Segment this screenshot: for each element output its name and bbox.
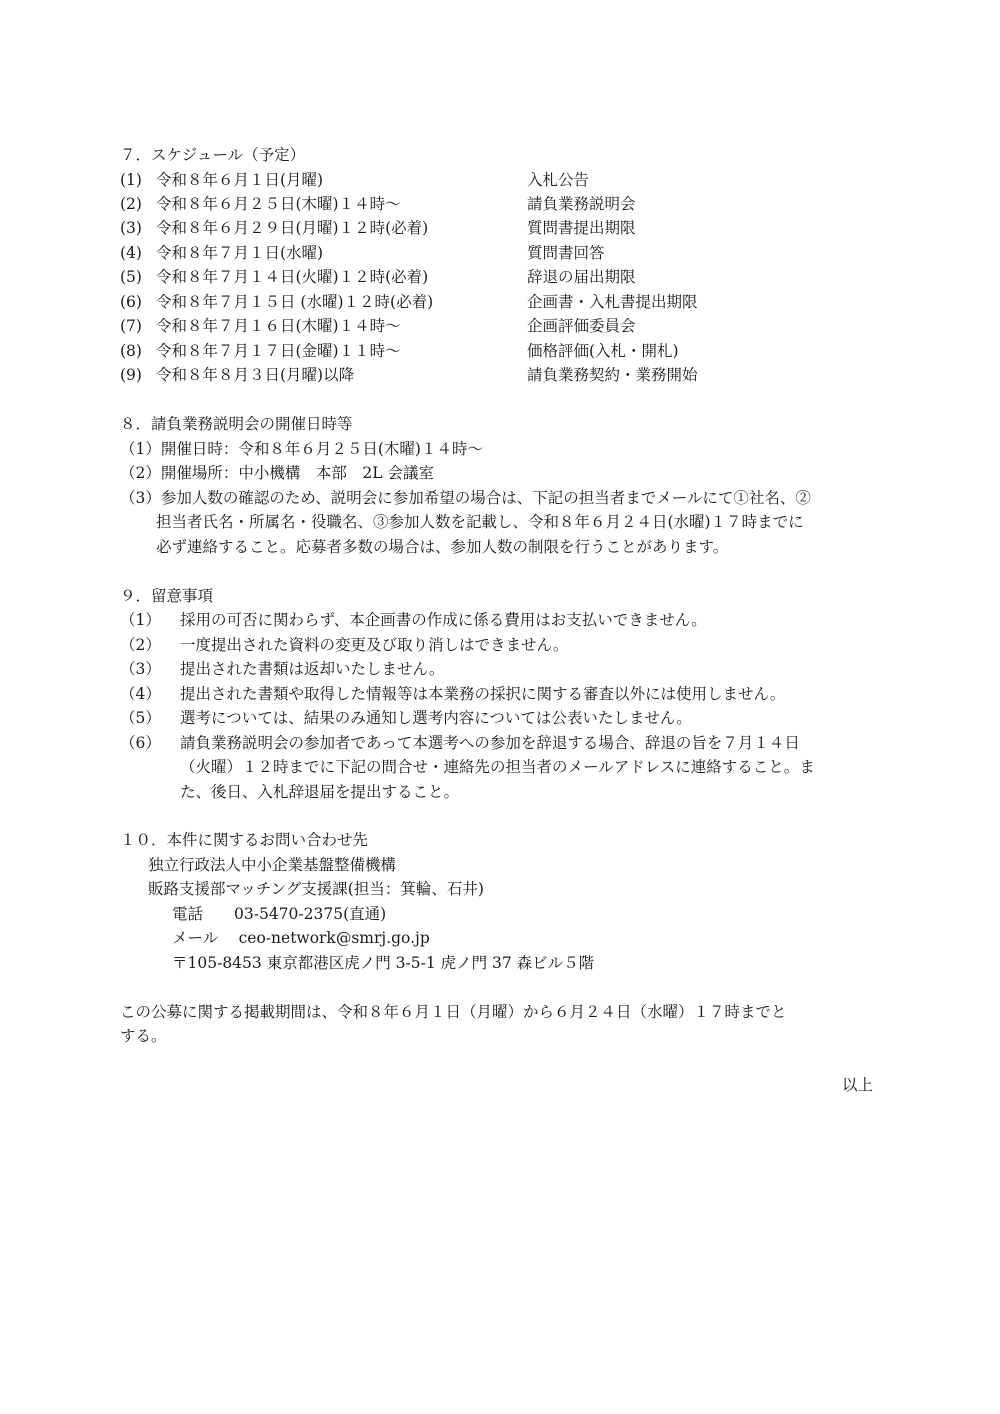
section8-heading: ８．請負業務説明会の開催日時等 bbox=[120, 415, 353, 433]
note-text: 一度提出された資料の変更及び取り消しはできません。 bbox=[180, 636, 569, 654]
schedule-date: 令和８年７月１６日(木曜)１４時～ bbox=[156, 317, 401, 335]
schedule-date: 令和８年７月１７日(金曜)１１時～ bbox=[156, 342, 401, 360]
schedule-num: (8) bbox=[120, 342, 142, 360]
note-num: （5） bbox=[120, 709, 161, 727]
note-num: （4） bbox=[120, 685, 161, 703]
section8-line: 担当者氏名・所属名・役職名、③参加人数を記載し、令和８年６月２４日(水曜)１７時までに bbox=[156, 513, 804, 531]
schedule-event: 請負業務契約・業務開始 bbox=[527, 366, 698, 384]
schedule-date: 令和８年６月２５日(木曜)１４時～ bbox=[156, 195, 401, 213]
schedule-date: 令和８年６月２９日(月曜)１２時(必着) bbox=[156, 219, 429, 237]
section8-line: 必ず連絡すること。応募者多数の場合は、参加人数の制限を行うことがあります。 bbox=[156, 538, 729, 556]
note-num: （6） bbox=[120, 734, 161, 752]
schedule-num: (3) bbox=[120, 219, 142, 237]
note-text: 請負業務説明会の参加者であって本選考への参加を辞退する場合、辞退の旨を７月１４日 bbox=[180, 734, 800, 752]
schedule-date: 令和８年７月１４日(火曜)１２時(必着) bbox=[156, 268, 429, 286]
contact-org: 独立行政法人中小企業基盤整備機構 bbox=[148, 856, 397, 874]
note-text: 選考については、結果のみ通知し選考内容については公表いたしません。 bbox=[180, 709, 692, 727]
note-num: （3） bbox=[120, 660, 161, 678]
section10-heading: １０．本件に関するお問い合わせ先 bbox=[120, 831, 369, 849]
schedule-event: 企画書・入札書提出期限 bbox=[527, 293, 698, 311]
section8-line: （2）開催場所：中小機構 本部 2L 会議室 bbox=[120, 464, 434, 482]
note-num: （1） bbox=[120, 611, 161, 629]
note-text: 提出された書類は返却いたしません。 bbox=[180, 660, 445, 678]
schedule-event: 請負業務説明会 bbox=[527, 195, 636, 213]
schedule-num: (6) bbox=[120, 293, 142, 311]
schedule-event: 辞退の届出期限 bbox=[527, 268, 636, 286]
schedule-num: (7) bbox=[120, 317, 142, 335]
contact-tel: 電話 03-5470-2375(直通) bbox=[172, 905, 387, 923]
section7-heading: ７．スケジュール（予定） bbox=[120, 146, 306, 164]
note-num: （2） bbox=[120, 636, 161, 654]
schedule-num: (5) bbox=[120, 268, 142, 286]
section8-line: （3）参加人数の確認のため、説明会に参加希望の場合は、下記の担当者までメールにて①社名、② bbox=[120, 489, 811, 507]
schedule-event: 入札公告 bbox=[527, 171, 590, 189]
schedule-num: (1) bbox=[120, 171, 142, 189]
schedule-date: 令和８年７月１日(水曜) bbox=[156, 244, 324, 262]
closing-mark: 以上 bbox=[842, 1076, 874, 1094]
contact-dept: 販路支援部マッチング支援課(担当：箕輪、石井) bbox=[148, 880, 484, 898]
schedule-num: (2) bbox=[120, 195, 142, 213]
schedule-date: 令和８年７月１５日 (水曜)１２時(必着) bbox=[156, 293, 434, 311]
schedule-num: (4) bbox=[120, 244, 142, 262]
schedule-date: 令和８年８月３日(月曜)以降 bbox=[156, 366, 355, 384]
schedule-date: 令和８年６月１日(月曜) bbox=[156, 171, 324, 189]
note-text: 提出された書類や取得した情報等は本業務の採択に関する審査以外には使用しません。 bbox=[180, 685, 786, 703]
contact-address: 〒105-8453 東京都港区虎ノ門 3-5-1 虎ノ門 37 森ビル５階 bbox=[172, 954, 595, 972]
section9-heading: ９．留意事項 bbox=[120, 587, 214, 605]
note-text: 採用の可否に関わらず、本企画書の作成に係る費用はお支払いできません。 bbox=[180, 611, 707, 629]
schedule-event: 質問書回答 bbox=[527, 244, 605, 262]
note-text-cont: た、後日、入札辞退届を提出すること。 bbox=[180, 783, 460, 801]
contact-mail: メール ceo-network@smrj.go.jp bbox=[172, 929, 430, 947]
schedule-event: 企画評価委員会 bbox=[527, 317, 636, 335]
posting-period-line: する。 bbox=[120, 1027, 167, 1045]
posting-period-line: この公募に関する掲載期間は、令和８年６月１日（月曜）から６月２４日（水曜）１７時までと bbox=[120, 1003, 787, 1021]
schedule-event: 質問書提出期限 bbox=[527, 219, 636, 237]
section8-line: （1）開催日時：令和８年６月２５日(木曜)１４時～ bbox=[120, 440, 483, 458]
note-text-cont: （火曜）１２時までに下記の問合せ・連絡先の担当者のメールアドレスに連絡すること。ま bbox=[180, 758, 815, 776]
schedule-num: (9) bbox=[120, 366, 142, 384]
schedule-event: 価格評価(入札・開札) bbox=[527, 342, 679, 360]
